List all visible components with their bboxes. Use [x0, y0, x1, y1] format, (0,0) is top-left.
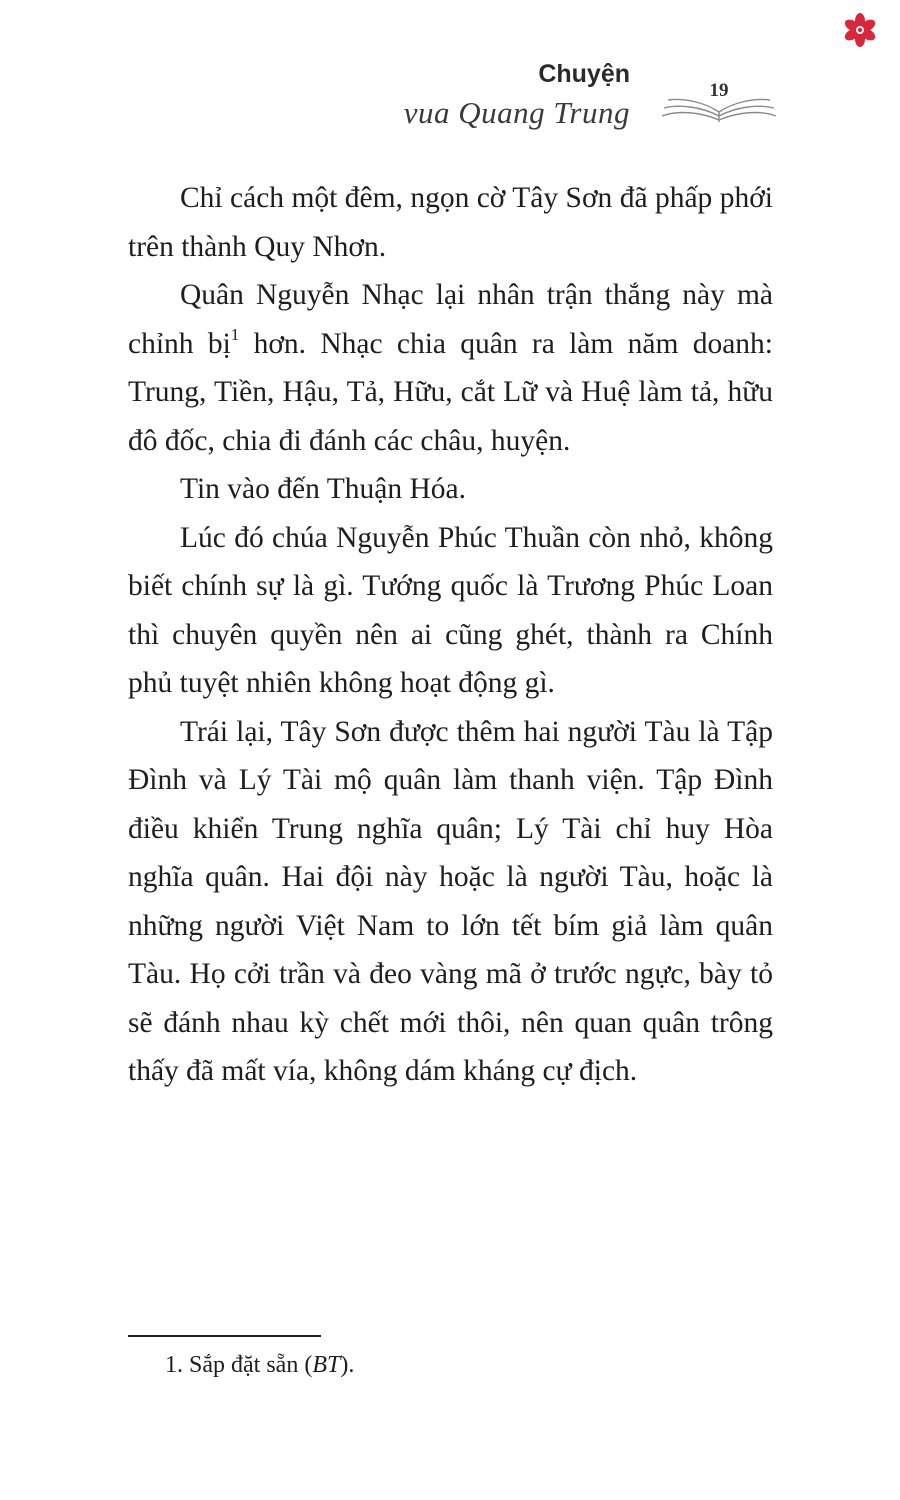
paragraph-3: Tin vào đến Thuận Hóa.	[180, 473, 466, 505]
red-flower-logo-icon	[842, 12, 878, 48]
running-header-subtitle: vua Quang Trung	[403, 95, 630, 130]
paragraph-4: Lúc đó chúa Nguyễn Phúc Thuần còn nhỏ, không biết chính sự là gì. Tướng quốc là Trương Phúc Loan thì chuyên quyền nên ai cũng ghét, thành ra Chính phủ tuyệt nhiên không hoạt động gì.	[128, 521, 773, 699]
footnote-separator	[128, 1335, 321, 1337]
body-text	[128, 174, 773, 1096]
footnote-text: Sắp đặt sẵn	[189, 1352, 299, 1378]
running-header-title: Chuyện	[538, 60, 630, 88]
footnote-source: BT	[312, 1352, 341, 1378]
footnote	[165, 1348, 354, 1382]
paragraph-2-text-start: Quân Nguyễn Nhạc lại nhân trận thắng này mà chỉnh bị	[128, 279, 773, 360]
footnote-close: ).	[340, 1352, 355, 1378]
page-number: 19	[709, 80, 729, 101]
footnote-reference: 1	[230, 324, 240, 344]
paragraph-5: Trái lại, Tây Sơn được thêm hai người Tàu là Tập Đình và Lý Tài mộ quân làm thanh viện. Tập Đình điều khiển Trung nghĩa quân; Lý Tài chỉ huy Hòa nghĩa quân. Hai đội này hoặc là người Tàu, hoặc là những người Việt Nam to lớn tết bím giả làm quân Tàu. Họ cởi trần và đeo vàng mã ở trước ngực, bày tỏ sẽ đánh nhau kỳ chết mới thôi, nên quan quân trông thấy đã mất vía, không dám kháng cự địch.	[128, 715, 773, 1087]
paragraph-2	[128, 271, 773, 465]
footnote-number: 1.	[165, 1352, 183, 1378]
paragraph-1: Chỉ cách một đêm, ngọn cờ Tây Sơn đã phấp phới trên thành Quy Nhơn.	[128, 182, 773, 263]
footnote-open-paren: (	[304, 1352, 313, 1378]
paragraph-2-text-end: hơn. Nhạc chia quân ra làm năm doanh: Trung, Tiền, Hậu, Tả, Hữu, cắt Lữ và Huệ làm tả, hữu đô đốc, chia đi đánh các châu, huyện.	[128, 327, 773, 457]
